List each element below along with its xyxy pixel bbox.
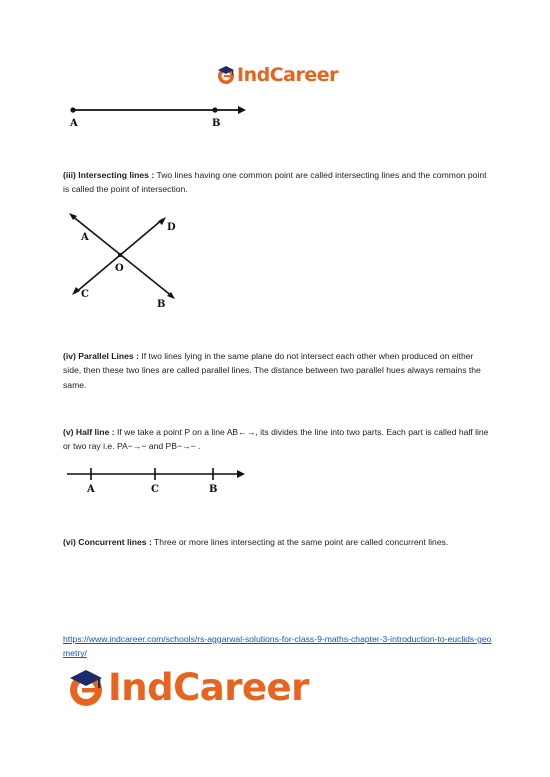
- source-link[interactable]: https://www.indcareer.com/schools/rs-aggarwal-solutions-for-class-9-maths-chapter-3-introduction-to-euclids-geometry/: [63, 634, 492, 659]
- indcareer-logo-bottom: [66, 666, 309, 709]
- label-a: A: [81, 232, 89, 243]
- point-a-dot: [70, 107, 75, 112]
- section-half-line: [63, 425, 493, 454]
- label-d: D: [167, 222, 176, 233]
- half-line-figure: [63, 462, 248, 496]
- section-heading: (iv) Parallel Lines :: [63, 351, 139, 361]
- logo-wordmark: IndCareer: [108, 666, 309, 709]
- section-text: If we take a point P on a line AB←→, its divides the line into two parts. Each part is called half line or two ray i.e. PA−→− and PB−→− .: [63, 427, 489, 452]
- intersecting-lines-figure: [63, 207, 183, 312]
- section-text: Three or more lines intersecting at the same point are called concurrent lines.: [151, 537, 449, 547]
- graduation-cap-e-icon: [216, 65, 236, 85]
- point-b-dot: [212, 107, 217, 112]
- section-concurrent-lines: [63, 535, 493, 549]
- section-intersecting-lines: [63, 168, 493, 197]
- ray-ab-figure: [63, 98, 248, 130]
- section-heading: (v) Half line :: [63, 427, 115, 437]
- label-o: O: [115, 263, 124, 274]
- section-heading: (vi) Concurrent lines :: [63, 537, 152, 547]
- half-label-a: A: [87, 484, 95, 495]
- section-heading: (iii) Intersecting lines :: [63, 170, 155, 180]
- indcareer-logo-top: [216, 64, 338, 86]
- section-text: Two lines having one common point are called intersecting lines and the common point is called the point of intersection.: [63, 170, 487, 195]
- ray-label-b: B: [212, 118, 221, 129]
- section-text: If two lines lying in the same plane do not intersect each other when produced on either side, then these two lines are called parallel lines. The distance between two parallel hues always remains the same.: [63, 351, 481, 390]
- section-parallel-lines: [63, 349, 493, 392]
- graduation-cap-e-icon: [66, 668, 106, 708]
- label-c: C: [81, 289, 89, 300]
- label-b: B: [157, 299, 166, 310]
- half-label-c: C: [151, 484, 159, 495]
- half-label-b: B: [209, 484, 218, 495]
- ray-label-a: A: [70, 118, 78, 129]
- logo-wordmark: IndCareer: [237, 64, 338, 86]
